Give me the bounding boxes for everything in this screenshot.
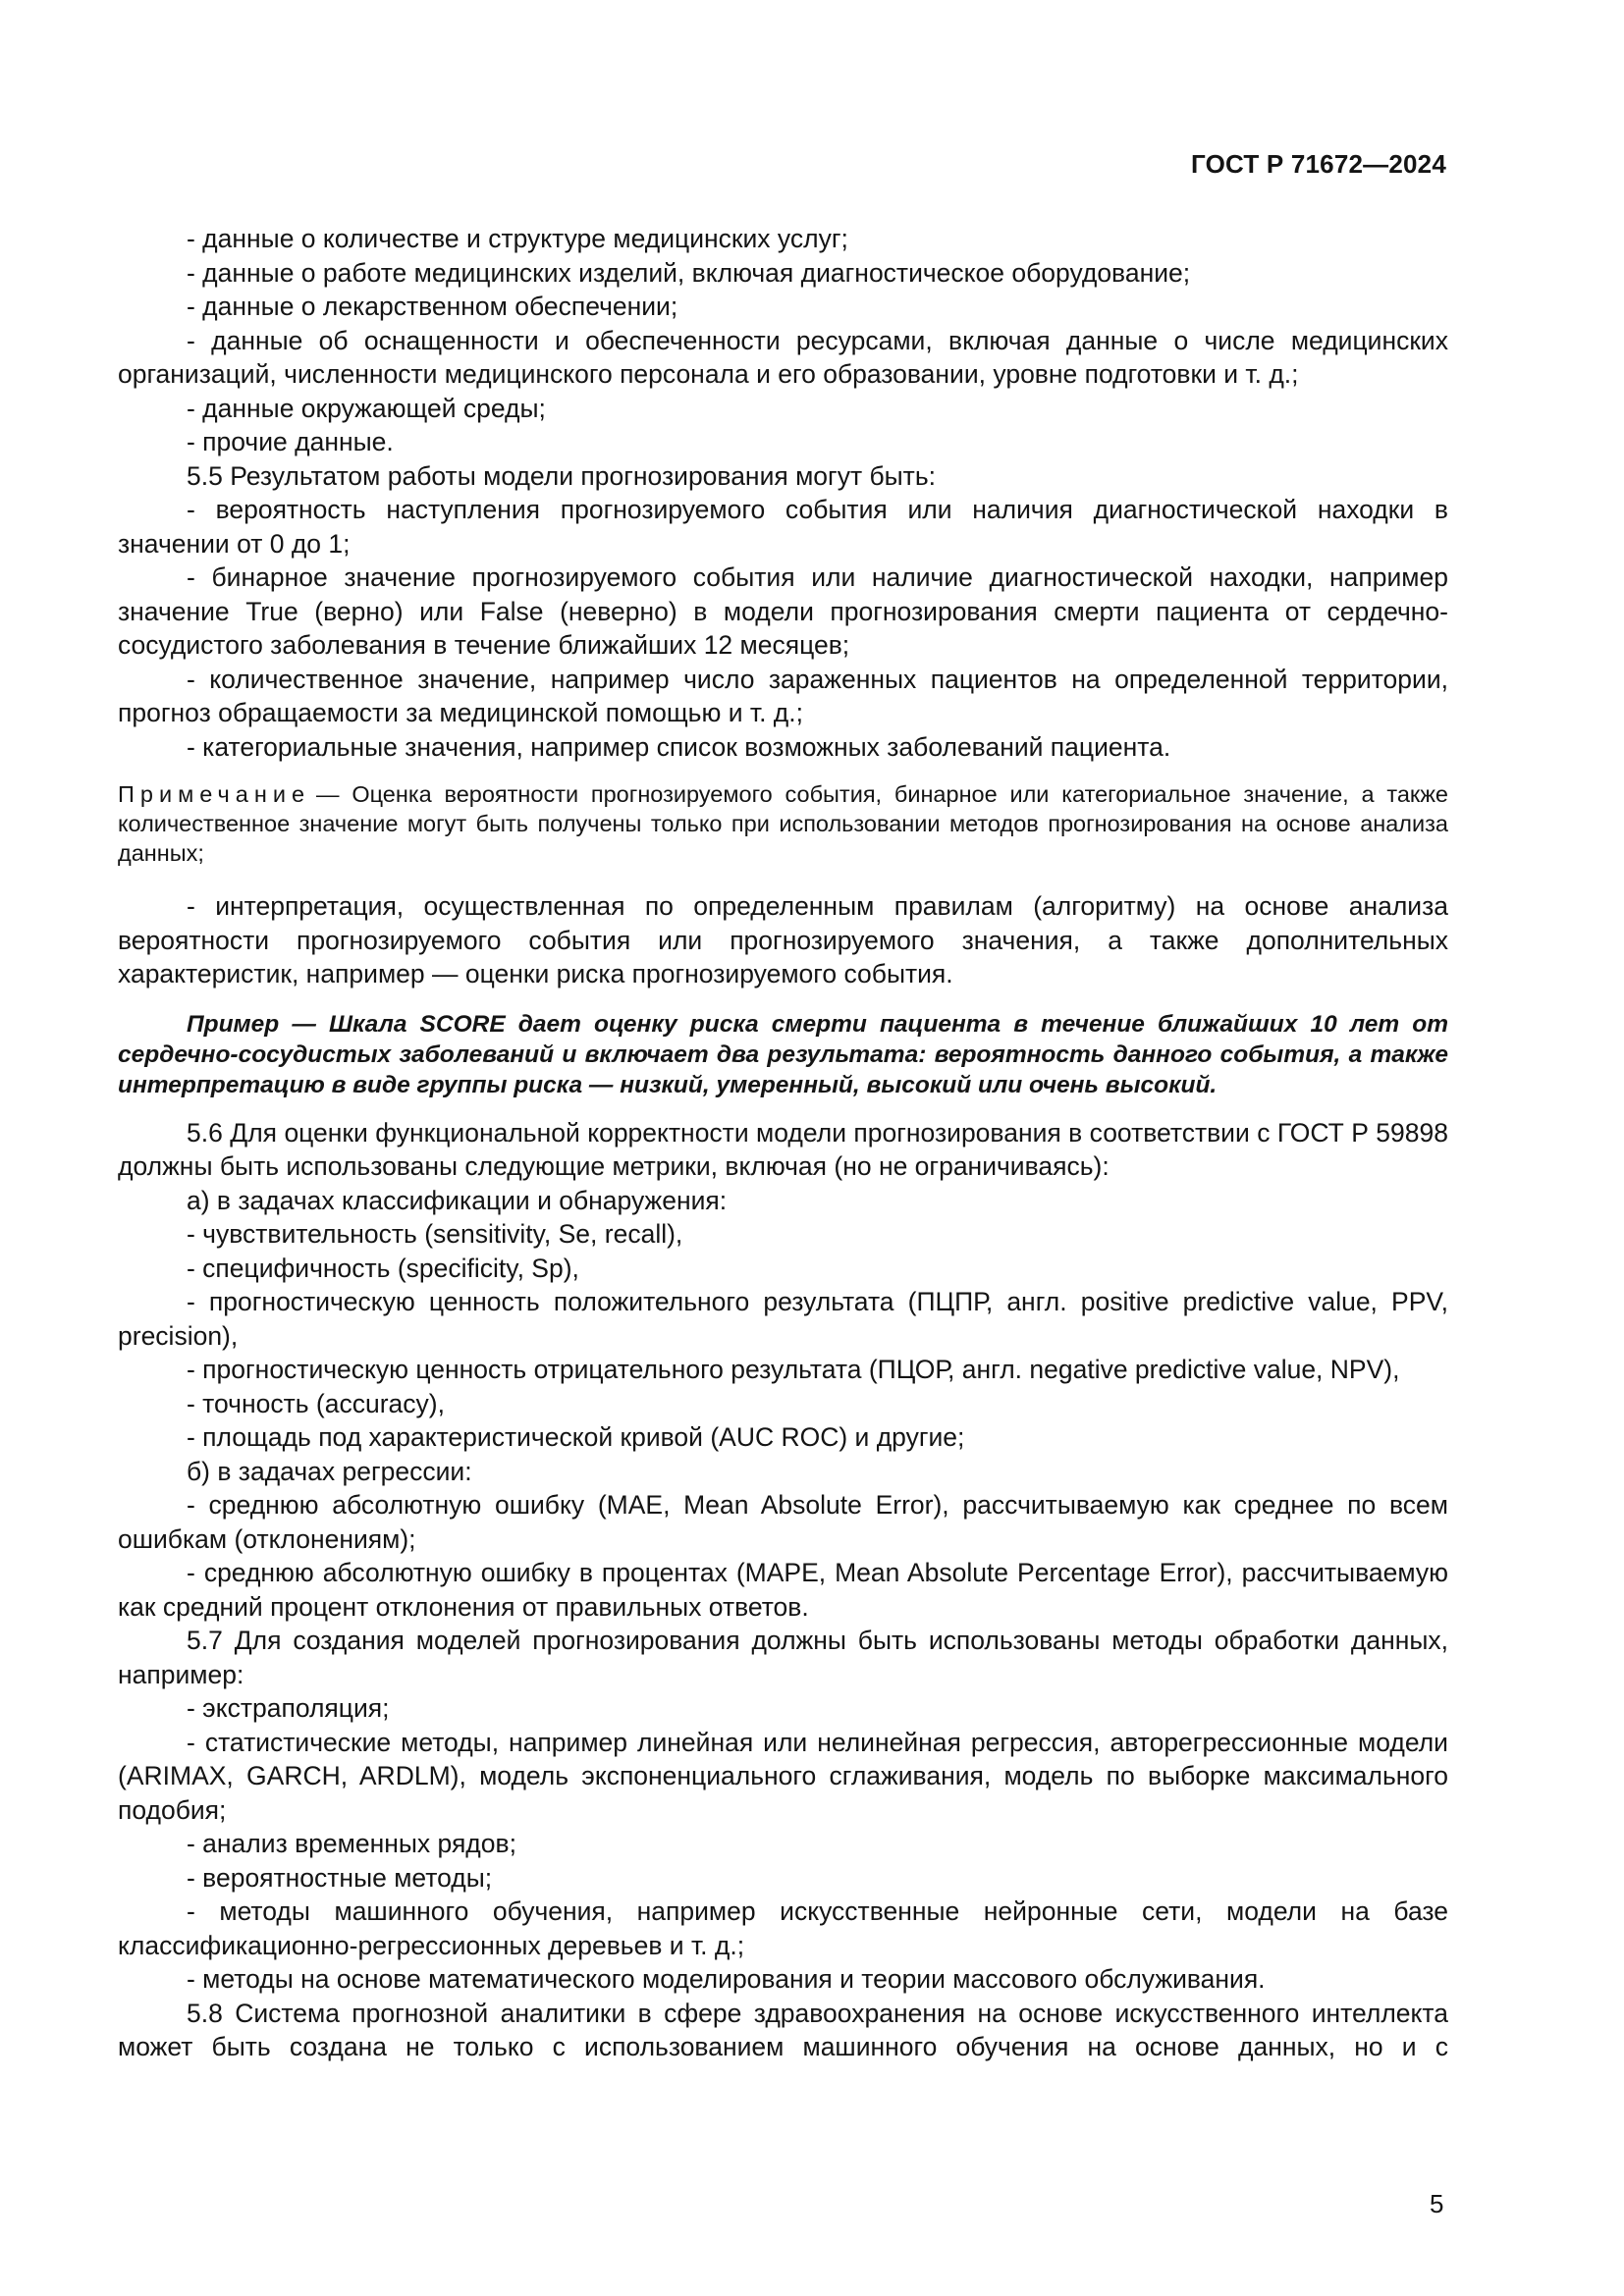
- note-label: Примечание: [118, 781, 311, 807]
- result-item: - вероятность наступления прогнозируемого события или наличия диагностической находки в значении от 0 до 1;: [118, 495, 1448, 559]
- list-item: - статистические методы, например линейная или нелинейная регрессия, авторегрессионные модели (ARIMAX, GARCH, ARDLM), модель экспоненциального сглаживания, модель по выборке максимального подобия;: [118, 1727, 1448, 1825]
- note-text: — Оценка вероятности прогнозируемого события, бинарное или категориальное значение, а также количественное значение могут быть получены только при использовании методов прогнозирования на основе анализа данных;: [118, 781, 1448, 866]
- list-item: - экстраполяция;: [187, 1693, 390, 1723]
- text-line: - данные окружающей среды;: [187, 393, 546, 423]
- list-item: - среднюю абсолютную ошибку (MAE, Mean Absolute Error), рассчитываемую как среднее по всем ошибкам (отклонениям);: [118, 1490, 1448, 1554]
- list-item: - прогностическую ценность отрицательного результата (ПЦОР, англ. negative predictive value, NPV),: [187, 1355, 1400, 1384]
- paragraph-interpretation: - интерпретация, осуществленная по определенным правилам (алгоритму) на основе анализа вероятности прогнозируемого события или прогнозируемого значения, а также дополнительных характеристик, например — оценки риска прогнозируемого события.: [118, 891, 1448, 988]
- list-heading: а) в задачах классификации и обнаружения:: [187, 1185, 728, 1215]
- list-item: - методы на основе математического моделирования и теории массового обслуживания.: [187, 1964, 1266, 1994]
- example-block: Пример — Шкала SCORE дает оценку риска смерти пациента в течение ближайших 10 лет от сердечно-сосудистых заболеваний и включает два результата: вероятность данного события, а также интерпретацию в виде группы риска — низкий, умеренный, высокий или очень высокий.: [118, 1010, 1448, 1098]
- result-item: - категориальные значения, например список возможных заболеваний пациента.: [187, 731, 1171, 762]
- page-number: 5: [1430, 2189, 1444, 2218]
- note-block: [118, 779, 1448, 868]
- paragraph-resources: - данные об оснащенности и обеспеченности ресурсами, включая данные о числе медицинских организаций, численности медицинского персонала и его образовании, уровне подготовки и т. д.;: [118, 325, 1448, 389]
- section-5-8-text: 5.8 Система прогнозной аналитики в сфере здравоохранения на основе искусственного интеллекта может быть создана не только с использованием машинного обучения на основе данных, но и с: [118, 1998, 1448, 2061]
- list-item: - методы машинного обучения, например искусственные нейронные сети, модели на базе классификационно-регрессионных деревьев и т. д.;: [118, 1896, 1448, 1960]
- list-item: - площадь под характеристической кривой (AUC ROC) и другие;: [187, 1422, 965, 1452]
- text-line: - данные о количестве и структуре медицинских услуг;: [187, 224, 848, 253]
- list-item: - прогностическую ценность положительного результата (ПЦПР, англ. positive predictive value, PPV, precision),: [118, 1287, 1448, 1351]
- text-line: - данные о лекарственном обеспечении;: [187, 292, 678, 321]
- document-header: ГОСТ Р 71672—2024: [1191, 149, 1446, 179]
- result-item: - количественное значение, например число зараженных пациентов на определенной территории, прогноз обращаемости за медицинской помощью и т. д.;: [118, 664, 1448, 727]
- list-item: - анализ временных рядов;: [187, 1829, 516, 1858]
- section-5-6-intro: 5.6 Для оценки функциональной корректности модели прогнозирования в соответствии с ГОСТ Р 59898 должны быть использованы следующие метрики, включая (но не ограничиваясь):: [118, 1117, 1448, 1181]
- list-heading: б) в задачах регрессии:: [187, 1456, 472, 1486]
- page-body: [118, 222, 1448, 2064]
- list-item: - среднюю абсолютную ошибку в процентах (MAPE, Mean Absolute Percentage Error), рассчитываемую как средний процент отклонения от правильных ответов.: [118, 1558, 1448, 1622]
- list-item: - специфичность (specificity, Sp),: [187, 1253, 579, 1283]
- text-line: - прочие данные.: [187, 427, 394, 456]
- section-5-7-intro: 5.7 Для создания моделей прогнозирования должны быть использованы методы обработки данных, например:: [118, 1626, 1448, 1689]
- list-item: - точность (accuracy),: [187, 1388, 445, 1418]
- list-item: - вероятностные методы;: [187, 1862, 493, 1893]
- result-item: - бинарное значение прогнозируемого события или наличие диагностической находки, например значение True (верно) или False (неверно) в модели прогнозирования смерти пациента от сердечно-сосудистого заболевания в течение ближайших 12 месяцев;: [118, 562, 1448, 660]
- text-line: - данные о работе медицинских изделий, включая диагностическое оборудование;: [187, 257, 1191, 288]
- section-5-5-heading: 5.5 Результатом работы модели прогнозирования могут быть:: [187, 460, 936, 491]
- list-item: - чувствительность (sensitivity, Se, recall),: [187, 1219, 683, 1249]
